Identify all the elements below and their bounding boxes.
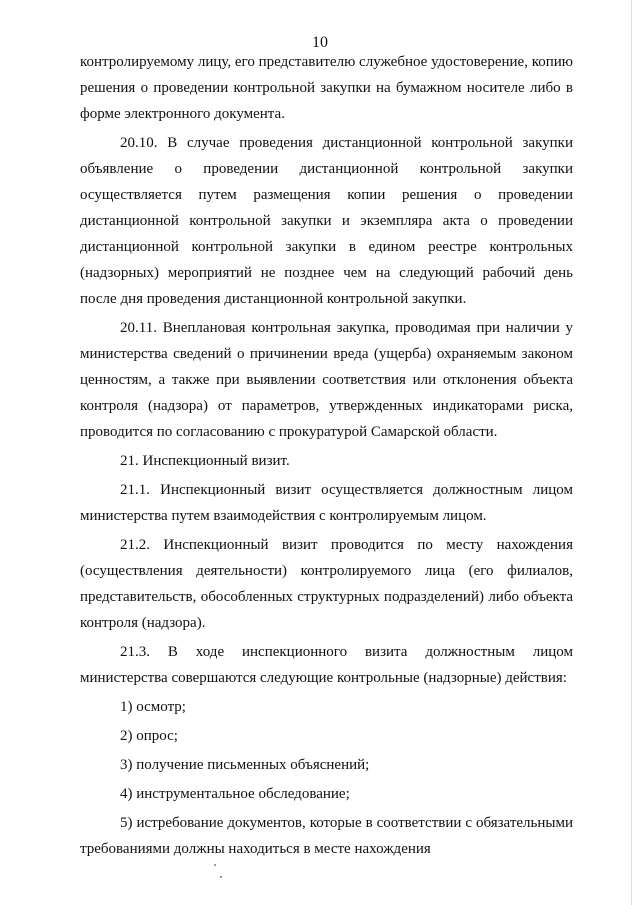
paragraph-20-10: 20.10. В случае проведения дистанционной контрольной закупки объявление о проведении дистанционной контрольной закупки осуществляется путем размещения копии решения о проведении дистанционной контрольной закупки и экземпляра акта о проведении дистанционной контрольной закупки в едином реестре контрольных (надзорных) мероприятий не позднее чем на следующий рабочий день после дня проведения дистанционной контрольной закупки. (80, 135, 573, 307)
paragraph-21-1: 21.1. Инспекционный визит осуществляется должностным лицом министерства путем взаимодействия с контролируемым лицом. (80, 482, 573, 524)
section-heading-21: 21. Инспекционный визит. (120, 453, 290, 469)
paragraph-continuation: контролируемому лицу, его представителю служебное удостоверение, копию решения о проведении контрольной закупки на бумажном носителе либо в форме электронного документа. (80, 54, 573, 122)
scan-artifact (220, 876, 222, 878)
paragraph-20-11: 20.11. Внеплановая контрольная закупка, проводимая при наличии у министерства сведений о причинении вреда (ущерба) охраняемым законом ценностям, а также при выявлении соответствия или отклонения объекта контроля (надзора) от параметров, утвержденных индикаторами риска, проводится по согласованию с прокуратурой Самарской области. (80, 320, 573, 440)
list-item-1: 1) осмотр; (120, 699, 186, 715)
paragraph-21-2: 21.2. Инспекционный визит проводится по месту нахождения (осуществления деятельности) контролируемого лица (его филиалов, представительств, обособленных структурных подразделений) либо объекта контроля (надзора). (80, 537, 573, 631)
scan-edge-shadow (631, 0, 632, 905)
list-item-4: 4) инструментальное обследование; (120, 786, 350, 802)
scan-artifact (214, 864, 216, 866)
paragraph-21-3: 21.3. В ходе инспекционного визита должностным лицом министерства совершаются следующие контрольные (надзорные) действия: (80, 644, 573, 686)
list-item-2: 2) опрос; (120, 728, 178, 744)
list-item-5: 5) истребование документов, которые в соответствии с обязательными требованиями должны находиться в месте нахождения (80, 815, 573, 857)
document-body (80, 49, 573, 862)
page-number: 10 (312, 34, 328, 51)
list-item-3: 3) получение письменных объяснений; (120, 757, 370, 773)
